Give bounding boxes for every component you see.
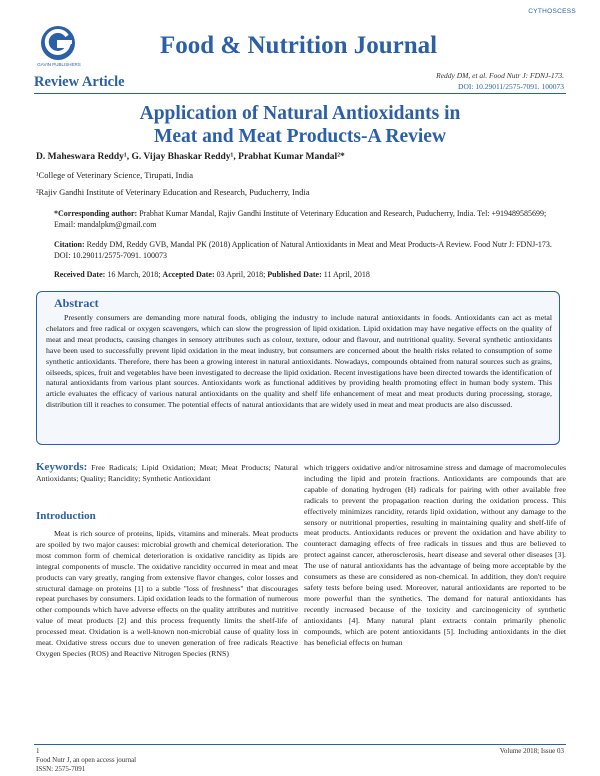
publisher-brand: CYTHOSCESS bbox=[528, 8, 576, 15]
footer-volume: Volume 2018; Issue 03 bbox=[499, 747, 564, 755]
footer-issn: ISSN: 2575-7091 bbox=[36, 765, 86, 773]
affiliation-1: ¹College of Veterinary Science, Tirupati, India bbox=[36, 170, 194, 180]
introduction-text-right: which triggers oxidative and/or nitrosamine stress and damage of macromolecules including the lipid and protein fractions. Antioxidants are compounds that are capable of donating hydrogen (H) radicals for pairing with other available free radicals to prevent the propagation reaction during the oxidation process. This effectively minimizes rancidity, retards lipid oxidation, without any damage to the sensory or nutritional properties, resulting in maintaining quality and shelf-life of meat products. Antioxidants reduces or prevent the oxidation and have ability to counteract damaging effects of free radicals in tissues and thus are believed to protect against cancer, atherosclerosis, heart disease and several other diseases [3]. The use of natural antioxidants has the advantage of being more acceptable by the consumers as these are considered as non-chemical. In addition, they don't require safety tests before being used. Moreover, natural antioxidants are reported to be more powerful than the synthetics. The demand for natural antioxidants has recently increased because of the toxicity and carcinogenicity of synthetic antioxidants [4]. Many natural plant extracts contain primarily phenolic compounds, which are potent antioxidants [5]. Including antioxidants in the diet has beneficial effects on human bbox=[304, 463, 566, 647]
abstract-body bbox=[46, 313, 552, 411]
introduction-text-left: Meat is rich source of proteins, lipids, vitamins and minerals. Meat products are spoiled by two major causes: microbial growth and chemical deterioration. The most common form of chemical deterioration is oxidative rancidity as lipids are integral components of muscle. The oxidative rancidity occurred in meat and meat products can vary greatly, ranging from extensive flavor changes, color losses and structural damage on proteins [1] to a subtle "loss of freshness" that discourages repeat purchases by consumers. Lipid oxidation leads to the formation of numerous other compounds which have adverse effects on the quality attributes and nutritive value of meat products [2] and this process frequently limits the shelf-life of processed meat. Oxidation is a well-known non-microbial cause of quality loss in meat. Oxidative stress occurs due to uneven generation of free radicals Reactive Oxygen Species (ROS) and Reactive Nitrogen Species (RNS) bbox=[36, 529, 298, 658]
introduction-right-column bbox=[304, 463, 566, 648]
footer-journal: Food Nutr J, an open access journal bbox=[36, 756, 137, 764]
citation-text: Reddy DM, Reddy GVB, Mandal PK (2018) Application of Natural Antioxidants in Meat and Meat Products-A Review. Food Nutr J: FDNJ-173. DOI: 10.29011/2575-7091. 100073 bbox=[54, 240, 552, 260]
received-value: 16 March, 2018; bbox=[107, 270, 161, 279]
abstract-text: Presently consumers are demanding more natural foods, obliging the industry to include natural antioxidants in foods. Antioxidants can act as metal chelators and free radical or oxygen scavengers, which can slow the progression of lipid oxidation. Lipid oxidation may have negative effects on the quality of meat and meat products, causing changes in sensory attributes such as colour, texture, odour and flavour, and nutritional quality. Several synthetic antioxidants have been used to successfully prevent lipid oxidation in the meat industry, but consumers are concerned about the health risks related to consumption of some synthetic antioxidants. Therefore, there has been a growing interest in natural antioxidants. Nowadays, compounds obtained from natural sources such as grains, oilseeds, spices, fruit and vegetables have been investigated to decrease the lipid oxidation. Recent investigations have been directed towards the identification of natural antioxidants from various plant sources. Antioxidants work as functional additives by providing health promoting effect in human body system. This article evaluates the efficacy of various natural antioxidants on the quality and shelf life enhancement of meat and meat products during processing, storage, distribution till it reaches to consumer. The potential effects of natural antioxidants that are widely used in meat and meat products are also discussed. bbox=[46, 313, 552, 410]
citation-block bbox=[54, 239, 564, 261]
footer-divider bbox=[34, 744, 566, 745]
introduction-heading: Introduction bbox=[36, 510, 96, 522]
abstract-heading: Abstract bbox=[54, 296, 99, 310]
keywords-label: Keywords: bbox=[36, 461, 88, 473]
header-doi[interactable]: DOI: 10.29011/2575-7091. 100073 bbox=[458, 82, 564, 91]
journal-title: Food & Nutrition Journal bbox=[160, 32, 438, 59]
corresponding-label: *Corresponding author: bbox=[54, 209, 138, 218]
header-citation-line: Reddy DM, et al. Food Nutr J: FDNJ-173. bbox=[436, 71, 564, 80]
article-title bbox=[40, 102, 560, 148]
received-label: Received Date: bbox=[54, 270, 106, 279]
header-citation bbox=[436, 70, 564, 92]
published-label: Published Date: bbox=[267, 270, 322, 279]
title-line-2: Meat and Meat Products-A Review bbox=[153, 126, 447, 147]
accepted-label: Accepted Date: bbox=[162, 270, 215, 279]
affiliation-2: ²Rajiv Gandhi Institute of Veterinary Education and Research, Puducherry, India bbox=[36, 187, 310, 197]
publisher-logo-text: GAVIN PUBLISHERS bbox=[37, 62, 81, 67]
publisher-logo-icon bbox=[38, 24, 78, 62]
accepted-value: 03 April, 2018; bbox=[216, 270, 266, 279]
citation-label: Citation: bbox=[54, 240, 85, 249]
introduction-left-column bbox=[36, 529, 298, 660]
title-line-1: Application of Natural Antioxidants in bbox=[139, 103, 461, 124]
corresponding-author bbox=[54, 208, 564, 230]
keywords bbox=[36, 462, 298, 485]
author-list: D. Maheswara Reddy¹, G. Vijay Bhaskar Reddy¹, Prabhat Kumar Mandal²* bbox=[36, 152, 345, 162]
page-number: 1 bbox=[36, 747, 40, 755]
corresponding-text: Prabhat Kumar Mandal, Rajiv Gandhi Institute of Veterinary Education and Research, Puducherry, India. Tel: +919489585699; Email: mandalpkm@gmail.com bbox=[54, 209, 547, 229]
dates-line bbox=[54, 270, 370, 279]
article-type: Review Article bbox=[34, 74, 125, 90]
keywords-text: Free Radicals; Lipid Oxidation; Meat; Meat Products; Natural Antioxidants; Quality; Rancidity; Synthetic Antioxidant bbox=[36, 463, 299, 483]
header-divider bbox=[34, 93, 566, 94]
published-value: 11 April, 2018 bbox=[323, 270, 370, 279]
